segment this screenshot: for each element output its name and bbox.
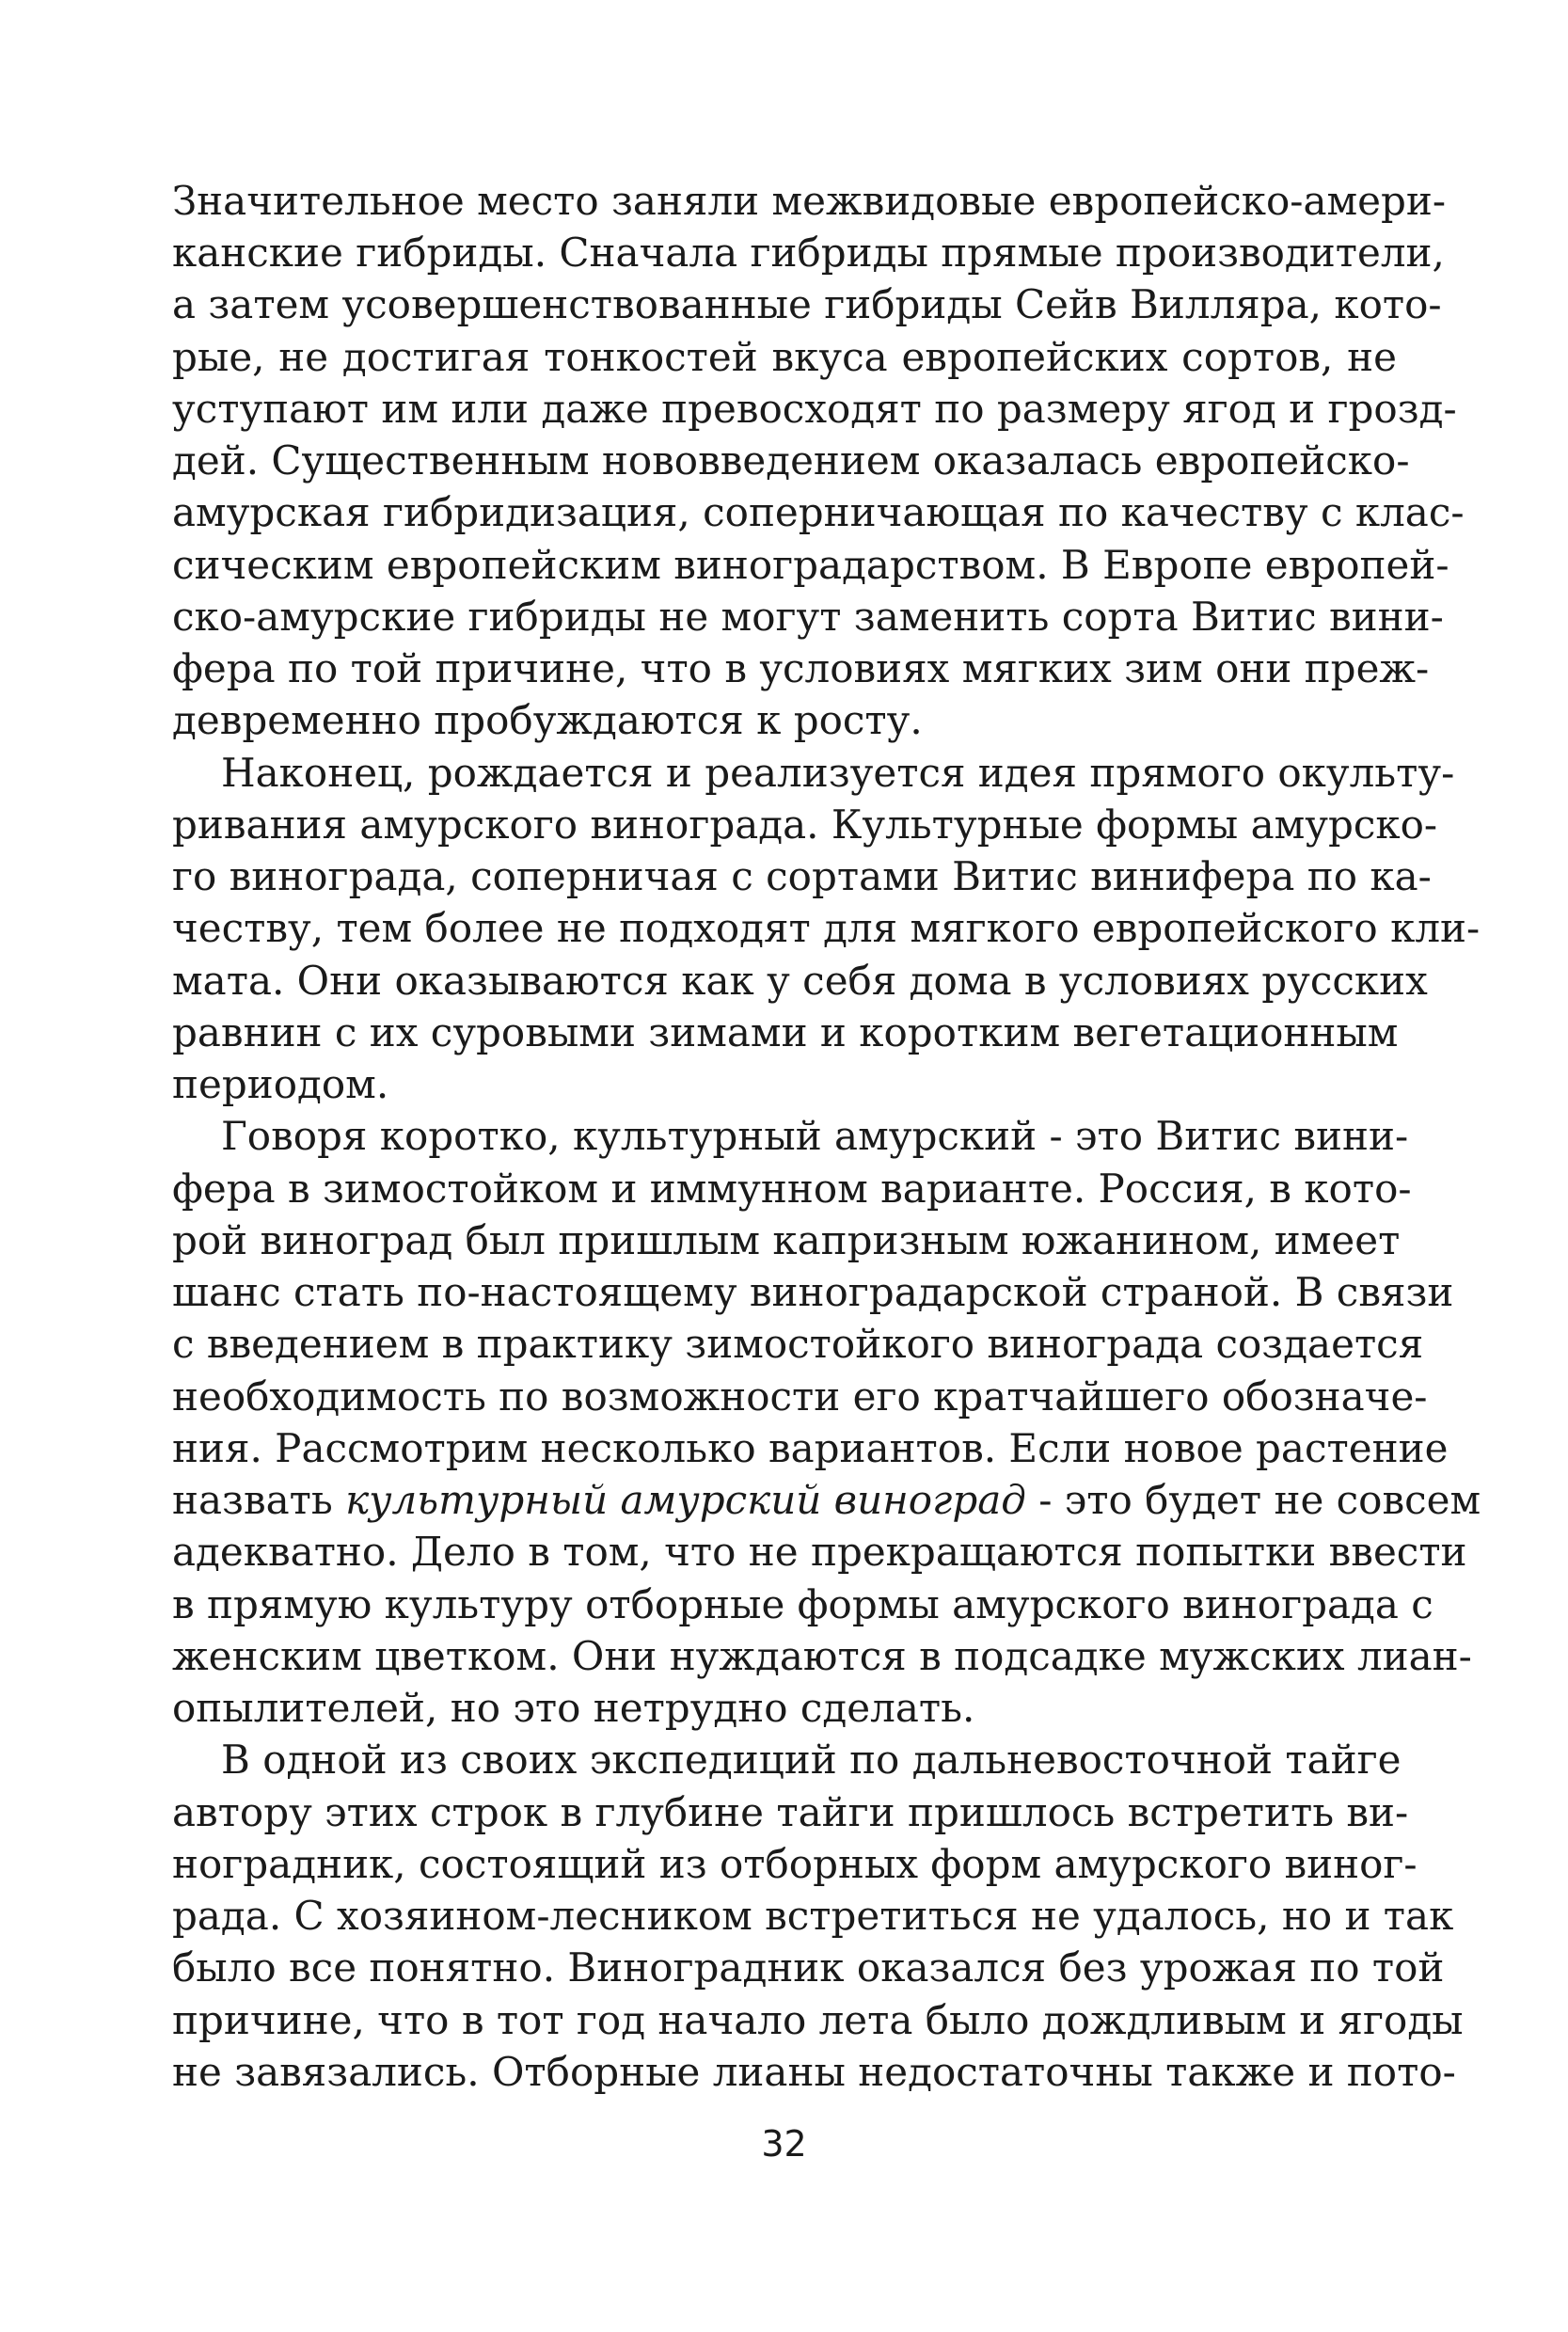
text-line: девременно пробуждаются к росту. xyxy=(172,697,923,743)
text-line: амурская гибридизация, соперничающая по качеству с клас- xyxy=(172,489,1465,535)
text-line: опылителей, но это нетрудно сделать. xyxy=(172,1685,975,1731)
text-line: рой виноград был пришлым капризным южанином, имеет xyxy=(172,1217,1401,1263)
text-line: В одной из своих экспедиций по дальневосточной тайге xyxy=(221,1737,1402,1783)
text-line: ривания амурского винограда. Культурные формы амурско- xyxy=(172,801,1438,848)
text-line: уступают им или даже превосходят по размеру ягод и грозд- xyxy=(172,386,1457,432)
text-line: периодом. xyxy=(172,1061,389,1107)
text-line: причине, что в тот год начало лета было дождливым и ягоды xyxy=(172,1997,1464,2043)
page-number: 32 xyxy=(761,2123,807,2165)
text-fragment: - это будет не совсем xyxy=(1025,1477,1481,1523)
text-line: равнин с их суровыми зимами и коротким вегетационным xyxy=(172,1009,1399,1055)
italic-term: культурный амурский виноград xyxy=(345,1477,1026,1523)
text-line: канские гибриды. Сначала гибриды прямые производители, xyxy=(172,230,1445,276)
text-line: было все понятно. Виноградник оказался без урожая по той xyxy=(172,1944,1445,1991)
text-line: в прямую культуру отборные формы амурского винограда с xyxy=(172,1581,1433,1627)
text-line: автору этих строк в глубине тайги пришлось встретить ви- xyxy=(172,1789,1409,1835)
text-line: ско-амурские гибриды не могут заменить сорта Витис вини- xyxy=(172,594,1444,640)
text-line: необходимость по возможности его кратчайшего обозначе- xyxy=(172,1373,1428,1420)
text-fragment: назвать xyxy=(172,1477,346,1523)
text-line: ноградник, состоящий из отборных форм амурского виног- xyxy=(172,1841,1418,1887)
text-line: фера по той причине, что в условиях мягких зим они преж- xyxy=(172,645,1430,691)
text-line: Наконец, рождается и реализуется идея прямого окульту- xyxy=(221,750,1455,796)
text-line: Значительное место заняли межвидовые европейско-амери- xyxy=(172,178,1447,224)
text-line: го винограда, соперничая с сортами Витис винифера по ка- xyxy=(172,853,1432,899)
text-line: адекватно. Дело в том, что не прекращаются попытки ввести xyxy=(172,1529,1467,1575)
text-line: с введением в практику зимостойкого винограда создается xyxy=(172,1321,1424,1367)
text-line: ния. Рассмотрим несколько вариантов. Если новое растение xyxy=(172,1425,1449,1471)
text-line: рада. С хозяином-лесником встретиться не удалось, но и так xyxy=(172,1893,1454,1939)
text-line: фера в зимостойком и иммунном варианте. Россия, в кото- xyxy=(172,1166,1412,1212)
text-line: шанс стать по-настоящему виноградарской страной. В связи xyxy=(172,1269,1454,1315)
text-line: не завязались. Отборные лианы недостаточны также и пото- xyxy=(172,2049,1456,2095)
text-line: а затем усовершенствованные гибриды Сейв Вилляра, кото- xyxy=(172,281,1442,327)
text-line: Говоря коротко, культурный амурский - это Витис вини- xyxy=(221,1113,1409,1159)
text-line: мата. Они оказываются как у себя дома в условиях русских xyxy=(172,958,1428,1004)
text-line-with-italic xyxy=(172,1474,1481,1527)
text-line: женским цветком. Они нуждаются в подсадке мужских лиан- xyxy=(172,1633,1472,1679)
text-line: честву, тем более не подходят для мягкого европейского кли- xyxy=(172,905,1481,951)
text-line: рые, не достигая тонкостей вкуса европейских сортов, не xyxy=(172,334,1397,380)
text-line: дей. Существенным нововведением оказалась европейско- xyxy=(172,437,1410,484)
text-line: сическим европейским виноградарством. В Европе европей- xyxy=(172,542,1449,588)
